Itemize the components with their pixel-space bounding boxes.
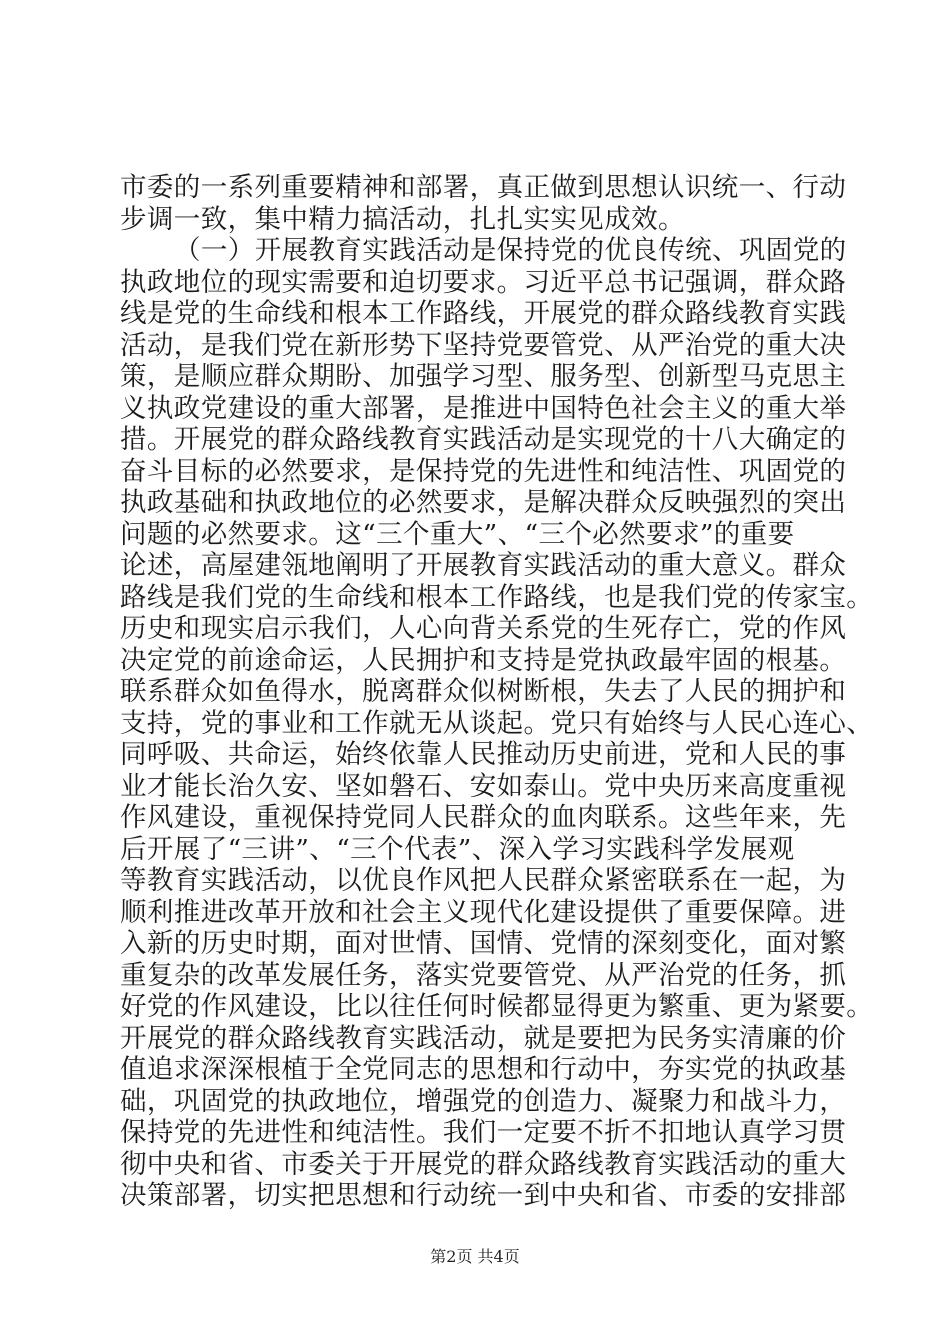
text-line: 同呼吸、共命运，始终依靠人民推动历史前进，党和人民的事 bbox=[120, 739, 847, 770]
text-line: 措。开展党的群众路线教育实践活动是实现党的十八大确定的 bbox=[120, 424, 847, 455]
text-line: 联系群众如鱼得水，脱离群众似树断根，失去了人民的拥护和 bbox=[120, 676, 847, 707]
text-line: 等教育实践活动，以优良作风把人民群众紧密联系在一起，为 bbox=[120, 865, 847, 896]
text-line: 执政地位的现实需要和迫切要求。习近平总书记强调，群众路 bbox=[120, 266, 847, 298]
text-line: 值追求深深根植于全党同志的思想和行动中，夯实党的执政基 bbox=[120, 1054, 847, 1085]
text-line: 入新的历史时期，面对世情、国情、党情的深刻变化，面对繁 bbox=[120, 928, 847, 959]
text-line: 重复杂的改革发展任务，落实党要管党、从严治党的任务，抓 bbox=[120, 959, 847, 991]
text-line: 义执政党建设的重大部署，是推进中国特色社会主义的重大举 bbox=[120, 392, 847, 424]
text-line: 路线是我们党的生命线和根本工作路线，也是我们党的传家宝。 bbox=[120, 581, 874, 613]
text-line: 业才能长治久安、坚如磐石、安如泰山。党中央历来高度重视 bbox=[120, 770, 847, 802]
text-line: （一）开展教育实践活动是保持党的优良传统、巩固党的 bbox=[174, 235, 847, 266]
page-footer: 第2页 共4页 bbox=[430, 1247, 520, 1266]
text-line: 后开展了“三讲”、“三个代表”、深入学习实践科学发展观 bbox=[120, 833, 795, 865]
text-line: 保持党的先进性和纯洁性。我们一定要不折不扣地认真学习贯 bbox=[120, 1117, 847, 1148]
text-line: 好党的作风建设，比以往任何时候都显得更为繁重、更为紧要。 bbox=[120, 991, 874, 1022]
text-line: 开展党的群众路线教育实践活动，就是要把为民务实清廉的价 bbox=[120, 1022, 847, 1054]
text-line: 问题的必然要求。这“三个重大”、“三个必然要求”的重要 bbox=[120, 518, 795, 550]
text-line: 奋斗目标的必然要求，是保持党的先进性和纯洁性、巩固党的 bbox=[120, 455, 847, 487]
text-line: 策，是顺应群众期盼、加强学习型、服务型、创新型马克思主 bbox=[120, 361, 847, 392]
text-line: 论述，高屋建瓴地阐明了开展教育实践活动的重大意义。群众 bbox=[120, 550, 847, 581]
text-line: 彻中央和省、市委关于开展党的群众路线教育实践活动的重大 bbox=[120, 1148, 847, 1180]
text-line: 历史和现实启示我们，人心向背关系党的生死存亡，党的作风 bbox=[120, 613, 847, 644]
text-line: 作风建设，重视保持党同人民群众的血肉联系。这些年来，先 bbox=[120, 802, 847, 833]
text-line: 市委的一系列重要精神和部署，真正做到思想认识统一、行动 bbox=[120, 172, 847, 203]
text-line: 顺利推进改革开放和社会主义现代化建设提供了重要保障。进 bbox=[120, 896, 847, 928]
text-line: 支持，党的事业和工作就无从谈起。党只有始终与人民心连心、 bbox=[120, 707, 874, 739]
text-line: 决定党的前途命运，人民拥护和支持是党执政最牢固的根基。 bbox=[120, 644, 847, 676]
text-line: 步调一致，集中精力搞活动，扎扎实实见成效。 bbox=[120, 203, 685, 235]
text-line: 础，巩固党的执政地位，增强党的创造力、凝聚力和战斗力， bbox=[120, 1085, 847, 1117]
text-line: 决策部署，切实把思想和行动统一到中央和省、市委的安排部 bbox=[120, 1180, 847, 1211]
text-line: 活动，是我们党在新形势下坚持党要管党、从严治党的重大决 bbox=[120, 329, 847, 361]
text-line: 执政基础和执政地位的必然要求，是解决群众反映强烈的突出 bbox=[120, 487, 847, 518]
body-text bbox=[120, 172, 874, 1212]
text-line: 线是党的生命线和根本工作路线，开展党的群众路线教育实践 bbox=[120, 298, 847, 329]
